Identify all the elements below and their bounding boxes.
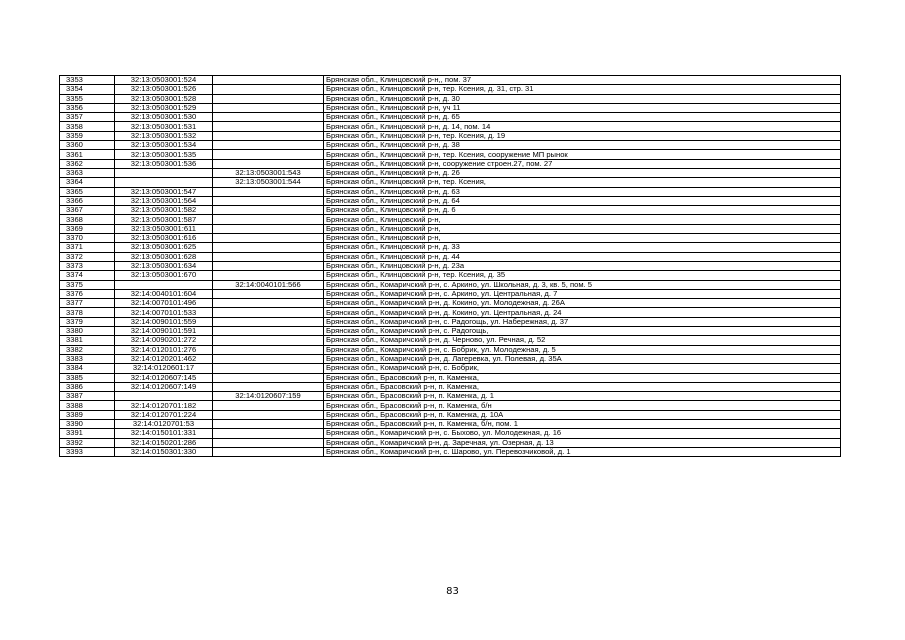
cadastral-number-cell: 32:14:0120601:17 xyxy=(115,364,213,373)
table-row xyxy=(60,354,841,363)
cadastral-number-alt-cell xyxy=(213,299,324,308)
row-number-cell: 3374 xyxy=(60,271,115,280)
cadastral-number-cell: 32:14:0070101:496 xyxy=(115,299,213,308)
table-body xyxy=(60,76,841,457)
table-row xyxy=(60,224,841,233)
table-row xyxy=(60,317,841,326)
address-cell: Брянская обл., Комаричский р-н, с. Радогощь, xyxy=(324,327,841,336)
row-number-cell: 3393 xyxy=(60,447,115,456)
table-row xyxy=(60,382,841,391)
row-number-cell: 3364 xyxy=(60,178,115,187)
row-number-cell: 3355 xyxy=(60,94,115,103)
property-table xyxy=(59,75,841,457)
row-number-cell: 3359 xyxy=(60,131,115,140)
row-number-cell: 3368 xyxy=(60,215,115,224)
row-number-cell: 3367 xyxy=(60,206,115,215)
cadastral-number-cell xyxy=(115,392,213,401)
table-row xyxy=(60,206,841,215)
cadastral-number-alt-cell xyxy=(213,317,324,326)
cadastral-number-cell: 32:14:0070101:533 xyxy=(115,308,213,317)
cadastral-number-alt-cell xyxy=(213,289,324,298)
table-row xyxy=(60,94,841,103)
address-cell: Брянская обл., Комаричский р-н, с. Шарово, ул. Перевозчиковой, д. 1 xyxy=(324,447,841,456)
cadastral-number-cell: 32:14:0150301:330 xyxy=(115,447,213,456)
cadastral-number-alt-cell xyxy=(213,354,324,363)
address-cell: Брянская обл., Клинцовский р-н, уч 11 xyxy=(324,103,841,112)
table-row xyxy=(60,243,841,252)
cadastral-number-cell: 32:13:0503001:526 xyxy=(115,85,213,94)
cadastral-number-cell: 32:14:0120607:149 xyxy=(115,382,213,391)
cadastral-number-cell xyxy=(115,178,213,187)
row-number-cell: 3361 xyxy=(60,150,115,159)
address-cell: Брянская обл., Клинцовский р-н, д. 14, пом. 14 xyxy=(324,122,841,131)
row-number-cell: 3388 xyxy=(60,401,115,410)
cadastral-number-alt-cell xyxy=(213,364,324,373)
address-cell: Брянская обл., Комаричский р-н, д. Кокино, ул. Центральная, д. 24 xyxy=(324,308,841,317)
address-cell: Брянская обл., Клинцовский р-н, тер. Ксения, д. 19 xyxy=(324,131,841,140)
cadastral-number-alt-cell xyxy=(213,382,324,391)
cadastral-number-alt-cell xyxy=(213,447,324,456)
table-row xyxy=(60,85,841,94)
cadastral-number-cell: 32:13:0503001:531 xyxy=(115,122,213,131)
row-number-cell: 3360 xyxy=(60,141,115,150)
table-row xyxy=(60,215,841,224)
table-row xyxy=(60,280,841,289)
address-cell: Брянская обл., Клинцовский р-н, xyxy=(324,224,841,233)
address-cell: Брянская обл., Комаричский р-н, с. Радогощь, ул. Набережная, д. 37 xyxy=(324,317,841,326)
cadastral-number-alt-cell xyxy=(213,327,324,336)
row-number-cell: 3358 xyxy=(60,122,115,131)
cadastral-number-cell: 32:13:0503001:529 xyxy=(115,103,213,112)
address-cell: Брянская обл., Клинцовский р-н, тер. Ксения, сооружение МП рынок xyxy=(324,150,841,159)
address-cell: Брянская обл., Клинцовский р-н, д. 38 xyxy=(324,141,841,150)
row-number-cell: 3377 xyxy=(60,299,115,308)
table-row xyxy=(60,345,841,354)
row-number-cell: 3389 xyxy=(60,410,115,419)
table-row xyxy=(60,308,841,317)
cadastral-number-alt-cell xyxy=(213,113,324,122)
cadastral-number-cell: 32:14:0120201:462 xyxy=(115,354,213,363)
row-number-cell: 3375 xyxy=(60,280,115,289)
row-number-cell: 3387 xyxy=(60,392,115,401)
page-number: 83 xyxy=(446,586,459,597)
row-number-cell: 3385 xyxy=(60,373,115,382)
cadastral-number-cell: 32:13:0503001:628 xyxy=(115,252,213,261)
table-row xyxy=(60,131,841,140)
table-row xyxy=(60,261,841,270)
row-number-cell: 3382 xyxy=(60,345,115,354)
cadastral-number-cell: 32:14:0090101:591 xyxy=(115,327,213,336)
cadastral-number-alt-cell xyxy=(213,215,324,224)
cadastral-number-cell: 32:14:0120701:182 xyxy=(115,401,213,410)
cadastral-number-alt-cell xyxy=(213,224,324,233)
address-cell: Брянская обл., Комаричский р-н, с. Быхово, ул. Молодежная, д. 16 xyxy=(324,429,841,438)
cadastral-number-cell: 32:13:0503001:564 xyxy=(115,196,213,205)
row-number-cell: 3386 xyxy=(60,382,115,391)
table-row xyxy=(60,438,841,447)
cadastral-number-alt-cell xyxy=(213,410,324,419)
cadastral-number-alt-cell xyxy=(213,261,324,270)
cadastral-number-cell: 32:13:0503001:582 xyxy=(115,206,213,215)
cadastral-number-cell: 32:14:0120701:224 xyxy=(115,410,213,419)
table-row xyxy=(60,299,841,308)
row-number-cell: 3370 xyxy=(60,234,115,243)
row-number-cell: 3384 xyxy=(60,364,115,373)
table-row xyxy=(60,234,841,243)
row-number-cell: 3391 xyxy=(60,429,115,438)
cadastral-number-cell: 32:14:0090101:559 xyxy=(115,317,213,326)
cadastral-number-alt-cell: 32:13:0503001:544 xyxy=(213,178,324,187)
address-cell: Брянская обл., Клинцовский р-н, д. 44 xyxy=(324,252,841,261)
address-cell: Брянская обл., Клинцовский р-н, д. 26 xyxy=(324,168,841,177)
cadastral-number-alt-cell xyxy=(213,76,324,85)
table-row xyxy=(60,419,841,428)
address-cell: Брянская обл., Комаричский р-н, д. Лагеревка, ул. Полевая, д. 35А xyxy=(324,354,841,363)
row-number-cell: 3379 xyxy=(60,317,115,326)
cadastral-number-alt-cell xyxy=(213,401,324,410)
cadastral-number-cell: 32:14:0040101:604 xyxy=(115,289,213,298)
cadastral-number-cell: 32:14:0150101:331 xyxy=(115,429,213,438)
table-row xyxy=(60,271,841,280)
cadastral-number-cell: 32:13:0503001:536 xyxy=(115,159,213,168)
cadastral-number-cell xyxy=(115,168,213,177)
address-cell: Брянская обл., Клинцовский р-н, д. 30 xyxy=(324,94,841,103)
row-number-cell: 3357 xyxy=(60,113,115,122)
table-row xyxy=(60,113,841,122)
address-cell: Брянская обл., Клинцовский р-н, д. 64 xyxy=(324,196,841,205)
row-number-cell: 3390 xyxy=(60,419,115,428)
table-row xyxy=(60,373,841,382)
row-number-cell: 3365 xyxy=(60,187,115,196)
address-cell: Брянская обл., Клинцовский р-н, тер. Ксения, д. 35 xyxy=(324,271,841,280)
cadastral-number-cell: 32:13:0503001:625 xyxy=(115,243,213,252)
table-row xyxy=(60,401,841,410)
table-row xyxy=(60,410,841,419)
cadastral-number-cell: 32:13:0503001:524 xyxy=(115,76,213,85)
address-cell: Брянская обл., Комаричский р-н, с. Аркино, ул. Центральная, д. 7 xyxy=(324,289,841,298)
address-cell: Брянская обл., Комаричский р-н, д. Кокино, ул. Молодежная, д. 26А xyxy=(324,299,841,308)
cadastral-number-alt-cell xyxy=(213,187,324,196)
table-row xyxy=(60,429,841,438)
row-number-cell: 3356 xyxy=(60,103,115,112)
cadastral-number-cell: 32:13:0503001:528 xyxy=(115,94,213,103)
cadastral-number-cell: 32:14:0150201:286 xyxy=(115,438,213,447)
cadastral-number-alt-cell xyxy=(213,308,324,317)
cadastral-number-alt-cell xyxy=(213,252,324,261)
cadastral-number-alt-cell xyxy=(213,196,324,205)
cadastral-number-cell: 32:13:0503001:547 xyxy=(115,187,213,196)
cadastral-number-alt-cell xyxy=(213,373,324,382)
address-cell: Брянская обл., Брасовский р-н, п. Каменка, д. 10А xyxy=(324,410,841,419)
cadastral-number-alt-cell xyxy=(213,85,324,94)
table-row xyxy=(60,76,841,85)
address-cell: Брянская обл., Комаричский р-н, д. Черново, ул. Речная, д. 52 xyxy=(324,336,841,345)
cadastral-number-alt-cell xyxy=(213,243,324,252)
address-cell: Брянская обл., Комаричский р-н, с. Аркино, ул. Школьная, д. 3, кв. 5, пом. 5 xyxy=(324,280,841,289)
cadastral-number-alt-cell xyxy=(213,141,324,150)
address-cell: Брянская обл., Комаричский р-н, с. Бобрик, xyxy=(324,364,841,373)
row-number-cell: 3353 xyxy=(60,76,115,85)
address-cell: Брянская обл., Клинцовский р-н, xyxy=(324,215,841,224)
cadastral-number-alt-cell xyxy=(213,150,324,159)
row-number-cell: 3383 xyxy=(60,354,115,363)
table-row xyxy=(60,447,841,456)
table-row xyxy=(60,364,841,373)
address-cell: Брянская обл., Комаричский р-н, с. Бобрик, ул. Молодежная, д. 5 xyxy=(324,345,841,354)
address-cell: Брянская обл., Клинцовский р-н, д. 65 xyxy=(324,113,841,122)
cadastral-number-alt-cell xyxy=(213,419,324,428)
cadastral-number-alt-cell xyxy=(213,103,324,112)
row-number-cell: 3381 xyxy=(60,336,115,345)
cadastral-number-cell: 32:13:0503001:587 xyxy=(115,215,213,224)
table-row xyxy=(60,122,841,131)
row-number-cell: 3378 xyxy=(60,308,115,317)
cadastral-number-cell: 32:13:0503001:634 xyxy=(115,261,213,270)
address-cell: Брянская обл., Брасовский р-н, п. Каменка, б/н, пом. 1 xyxy=(324,419,841,428)
address-cell: Брянская обл., Брасовский р-н, п. Каменка, д. 1 xyxy=(324,392,841,401)
cadastral-number-alt-cell xyxy=(213,271,324,280)
row-number-cell: 3373 xyxy=(60,261,115,270)
row-number-cell: 3354 xyxy=(60,85,115,94)
cadastral-number-alt-cell xyxy=(213,234,324,243)
address-cell: Брянская обл., Клинцовский р-н, д. 6 xyxy=(324,206,841,215)
address-cell: Брянская обл., Брасовский р-н, п. Каменка, xyxy=(324,382,841,391)
address-cell: Брянская обл., Брасовский р-н, п. Каменка, xyxy=(324,373,841,382)
cadastral-number-cell: 32:13:0503001:670 xyxy=(115,271,213,280)
address-cell: Брянская обл., Клинцовский р-н, д. 63 xyxy=(324,187,841,196)
cadastral-number-cell xyxy=(115,280,213,289)
cadastral-number-alt-cell xyxy=(213,206,324,215)
table-row xyxy=(60,196,841,205)
table-row xyxy=(60,327,841,336)
table-row xyxy=(60,336,841,345)
row-number-cell: 3362 xyxy=(60,159,115,168)
table-row xyxy=(60,187,841,196)
cadastral-number-alt-cell xyxy=(213,94,324,103)
row-number-cell: 3380 xyxy=(60,327,115,336)
table-row xyxy=(60,392,841,401)
cadastral-number-alt-cell xyxy=(213,131,324,140)
row-number-cell: 3363 xyxy=(60,168,115,177)
cadastral-number-cell: 32:13:0503001:532 xyxy=(115,131,213,140)
row-number-cell: 3366 xyxy=(60,196,115,205)
row-number-cell: 3369 xyxy=(60,224,115,233)
table-row xyxy=(60,178,841,187)
table-row xyxy=(60,141,841,150)
row-number-cell: 3376 xyxy=(60,289,115,298)
row-number-cell: 3371 xyxy=(60,243,115,252)
address-cell: Брянская обл., Брасовский р-н, п. Каменка, б/н xyxy=(324,401,841,410)
address-cell: Брянская обл., Клинцовский р-н,, пом. 37 xyxy=(324,76,841,85)
address-cell: Брянская обл., Клинцовский р-н, д. 33 xyxy=(324,243,841,252)
table-row xyxy=(60,289,841,298)
cadastral-number-cell: 32:13:0503001:535 xyxy=(115,150,213,159)
table-row xyxy=(60,150,841,159)
table-row xyxy=(60,168,841,177)
address-cell: Брянская обл., Клинцовский р-н, сооружение строен.27, пом. 27 xyxy=(324,159,841,168)
cadastral-number-cell: 32:14:0120101:276 xyxy=(115,345,213,354)
address-cell: Брянская обл., Комаричский р-н, д. Заречная, ул. Озерная, д. 13 xyxy=(324,438,841,447)
address-cell: Брянская обл., Клинцовский р-н, д. 23а xyxy=(324,261,841,270)
table-row xyxy=(60,252,841,261)
cadastral-number-alt-cell: 32:14:0040101:566 xyxy=(213,280,324,289)
cadastral-number-alt-cell xyxy=(213,159,324,168)
cadastral-number-alt-cell: 32:14:0120607:159 xyxy=(213,392,324,401)
cadastral-number-cell: 32:13:0503001:611 xyxy=(115,224,213,233)
table-row xyxy=(60,159,841,168)
cadastral-number-alt-cell xyxy=(213,429,324,438)
address-cell: Брянская обл., Клинцовский р-н, xyxy=(324,234,841,243)
cadastral-number-cell: 32:13:0503001:530 xyxy=(115,113,213,122)
cadastral-number-alt-cell xyxy=(213,336,324,345)
row-number-cell: 3372 xyxy=(60,252,115,261)
cadastral-number-cell: 32:13:0503001:616 xyxy=(115,234,213,243)
cadastral-number-alt-cell: 32:13:0503001:543 xyxy=(213,168,324,177)
cadastral-number-cell: 32:14:0090201:272 xyxy=(115,336,213,345)
cadastral-number-cell: 32:14:0120701:53 xyxy=(115,419,213,428)
cadastral-number-cell: 32:13:0503001:534 xyxy=(115,141,213,150)
cadastral-number-alt-cell xyxy=(213,122,324,131)
address-cell: Брянская обл., Клинцовский р-н, тер. Ксения, xyxy=(324,178,841,187)
cadastral-number-alt-cell xyxy=(213,345,324,354)
cadastral-number-alt-cell xyxy=(213,438,324,447)
cadastral-number-cell: 32:14:0120607:145 xyxy=(115,373,213,382)
address-cell: Брянская обл., Клинцовский р-н, тер. Ксения, д. 31, стр. 31 xyxy=(324,85,841,94)
table-row xyxy=(60,103,841,112)
row-number-cell: 3392 xyxy=(60,438,115,447)
